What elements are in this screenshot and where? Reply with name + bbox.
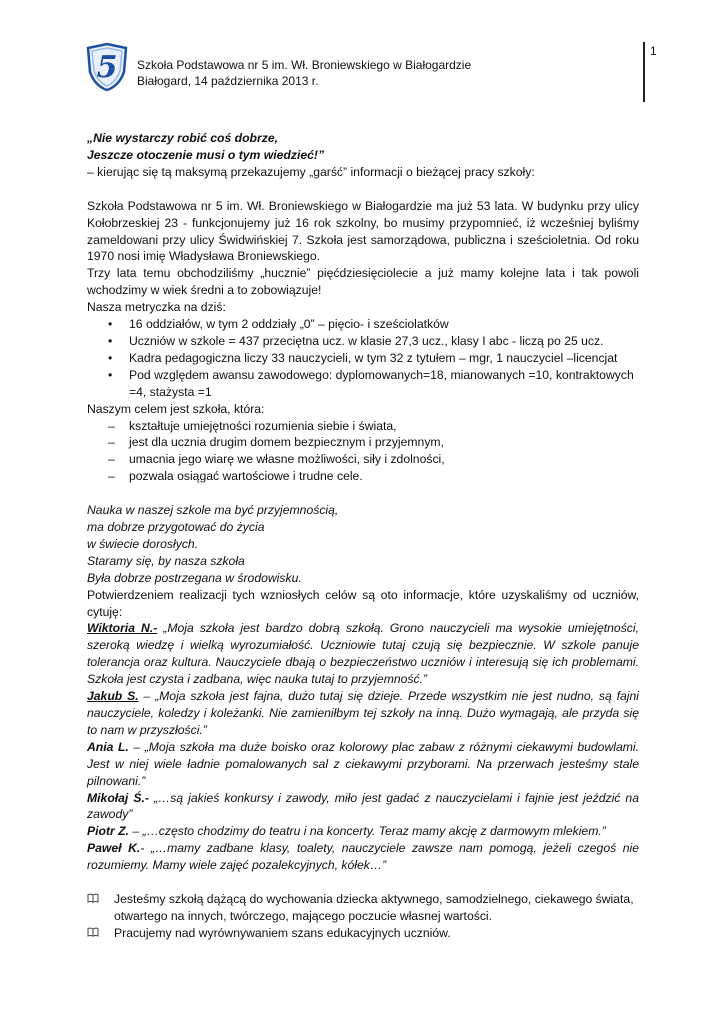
opinion-text: „…są jakieś konkursy i zawody, miło jest gadać z nauczycielami i fajnie jest jeździć na zawody” — [87, 790, 639, 822]
opinion-author: Jakub S. — [87, 689, 139, 704]
list-item: – jest dla ucznia drugim domem bezpiecznym i przyjemnym, — [87, 434, 639, 451]
opinion-author: Wiktoria N.- — [87, 621, 158, 636]
anniversary-paragraph: Trzy lata temu obchodziliśmy „hucznie” pięćdziesięciolecie a już mamy kolejne lata i tak powoli wchodzimy w wiek średni a to zobowiązuje! — [87, 266, 639, 298]
open-book-icon — [87, 893, 99, 903]
list-item: – pozwala osiągać wartościowe i trudne cele. — [87, 468, 639, 485]
opinion-text: – „Moja szkoła jest fajna, dużo tutaj się dzieje. Przede wszystkim nie jest nudno, są fajni nauczyciele, koledzy i koleżanki. Nie zamieniłbym tej szkoły na inną. Dużo wymagają, ale przyda się to nam w przyszłości.” — [87, 689, 639, 737]
statements-list — [87, 891, 639, 942]
opinion-author: Paweł K. — [87, 841, 141, 856]
statement-text: Pracujemy nad wyrównywaniem szans edukacyjnych uczniów. — [114, 925, 451, 940]
motto-line-1: „Nie wystarczy robić coś dobrze, — [87, 131, 279, 145]
statement-item — [87, 891, 639, 925]
list-item: – umacnia jego wiarę we własne możliwości, siły i zdolności, — [87, 451, 639, 468]
metryczka-list — [87, 316, 639, 401]
list-item: • Uczniów w szkole = 437 przeciętna ucz. w klasie 27,3 ucz., klasy I abc - liczą po 25 ucz. — [87, 333, 639, 350]
opinion-text: – „…często chodzimy do teatru i na koncerty. Teraz mamy akcję z darmowym mlekiem.” — [128, 824, 606, 839]
opinion-author: Mikołaj Ś.- — [87, 790, 149, 805]
intro-lead: – kierując się tą maksymą przekazujemy „garść” informacji o bieżącej pracy szkoły: — [87, 164, 535, 179]
opinion-paragraph — [87, 620, 639, 688]
header-date: Białogard, 14 października 2013 r. — [137, 74, 319, 88]
opinion-text: – „Moja szkoła ma duże boisko oraz kolorowy plac zabaw z różnymi ciekawymi budowlami. Jest w niej wiele ładnie pomalowanych sal z ciekawymi przyborami. Na przerwach jesteśmy stale pilnowani.” — [87, 739, 639, 788]
poem-line: Staramy się, by nasza szkoła — [87, 553, 245, 568]
school-name: Szkoła Podstawowa nr 5 im. Wł. Broniewskiego w Białogardzie — [137, 58, 472, 72]
school-logo — [86, 42, 128, 92]
opinion-paragraph — [87, 823, 639, 840]
opinion-paragraph — [87, 840, 639, 874]
poem-line: w świecie dorosłych. — [87, 536, 199, 551]
poem-line: Nauka w naszej szkole ma być przyjemnością, — [87, 503, 339, 518]
logo-digit: 5 — [96, 50, 118, 85]
history-paragraph: Szkoła Podstawowa nr 5 im. Wł. Broniewskiego w Białogardzie ma już 53 lata. W budynku przy ulicy Kołobrzeskiej 23 - funkcjonujemy już 16 rok szkolny, bo musimy przypomnieć, iż wcześniej byliśmy zameldowani przy ulicy Świdwińskiej 7. Szkoła jest samorządowa, publiczna i sześcioletnia. Od roku 1970 nosi imię Władysława Broniewskiego. — [87, 198, 639, 264]
header-divider — [643, 42, 645, 102]
statement-text: Jesteśmy szkołą dążącą do wychowania dziecka aktywnego, samodzielnego, ciekawego świata, otwartego na innych, twórczego, mającego poczucie własnej wartości. — [114, 892, 634, 923]
opinion-paragraph — [87, 790, 639, 824]
opinion-paragraph — [87, 688, 639, 739]
opinion-author: Ania L. — [87, 739, 129, 754]
page-number: 1 — [650, 44, 657, 58]
page-header — [137, 57, 471, 89]
motto-line-2: Jeszcze otoczenie musi o tym wiedzieć!” — [87, 147, 325, 162]
poem-line: ma dobrze przygotować do życia — [87, 520, 265, 535]
list-item: • Pod względem awansu zawodowego: dyplomowanych=18, mianowanych =10, kontraktowych =4, stażysta =1 — [87, 367, 639, 401]
list-item: • 16 oddziałów, w tym 2 oddziały „0” – pięcio- i sześciolatków — [87, 316, 639, 333]
goals-heading: Naszym celem jest szkoła, która: — [87, 401, 265, 416]
opinion-text: „Moja szkoła jest bardzo dobrą szkołą. Grono nauczycieli ma wysokie umiejętności, szeroką wiedzę i wielką wyrozumiałość. Uczniowie tutaj czują się bezpiecznie. W szkole panuje tolerancja oraz kultura. Nauczyciele dbają o bezpieczeństwo uczniów i interesują się ich problemami. Szkoła jest czysta i zadbana, więc nauka tutaj to przyjemność.” — [87, 621, 639, 687]
open-book-icon — [87, 927, 99, 937]
statement-item — [87, 925, 639, 942]
opinions-intro: Potwierdzeniem realizacji tych wzniosłych celów są oto informacje, które uzyskaliśmy od uczniów, cytuję: — [87, 587, 639, 619]
list-item: • Kadra pedagogiczna liczy 33 nauczycieli, w tym 32 z tytułem – mgr, 1 nauczyciel –licencjat — [87, 350, 639, 367]
poem-line: Była dobrze postrzegana w środowisku. — [87, 570, 302, 585]
opinion-text: - „…mamy zadbane klasy, toalety, nauczyciele zawsze nam pomogą, jeżeli czegoś nie rozumiemy. Mamy wiele zajęć pozalekcyjnych, kółek…” — [87, 841, 639, 873]
document-body — [87, 130, 639, 942]
goals-list — [87, 418, 639, 486]
list-item: – kształtuje umiejętności rozumienia siebie i świata, — [87, 418, 639, 435]
opinion-paragraph — [87, 739, 639, 790]
metryczka-heading: Nasza metryczka na dziś: — [87, 300, 226, 315]
opinion-author: Piotr Z. — [87, 824, 129, 839]
